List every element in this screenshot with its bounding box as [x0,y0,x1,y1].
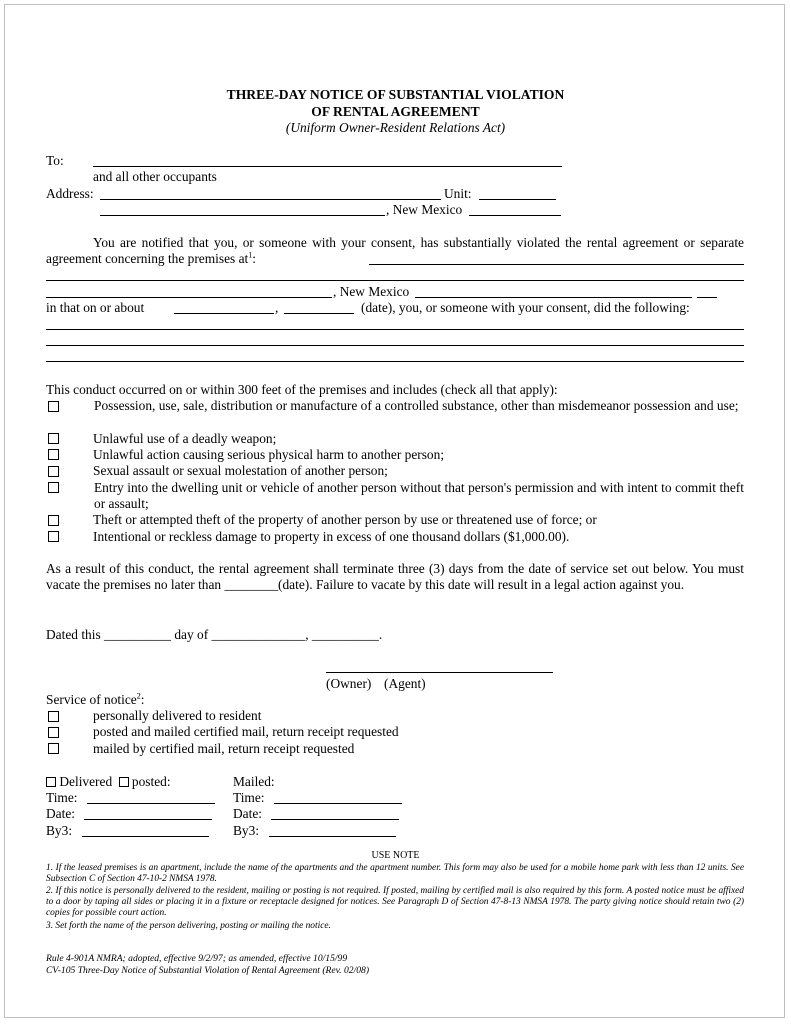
delivered-date-label: Date: [46,806,75,821]
conduct-field-1[interactable] [46,329,744,330]
delivered-by-label: By3: [46,823,73,838]
delivered-by-field[interactable] [82,836,209,837]
dated-line: Dated this __________ day of ______________, __________. [46,627,383,642]
to-label: To: [46,153,64,168]
violation-date-field-2[interactable] [284,313,354,314]
delivered-label: Delivered [59,774,113,789]
signature-line[interactable] [326,672,553,673]
mailed-by-field[interactable] [269,836,396,837]
delivered-date-field[interactable] [84,819,212,820]
conduct-checkbox-6[interactable] [48,515,59,526]
premises-field-1[interactable] [369,264,744,265]
conduct-checkbox-1[interactable] [48,401,59,412]
conduct-item-6: Theft or attempted theft of the property of another person by use or threatened use of force; or [93,512,597,527]
delivered-row [46,774,171,790]
delivered-time-field[interactable] [87,803,215,804]
address-field[interactable] [100,199,441,200]
conduct-checkbox-2[interactable] [48,433,59,444]
owner-label: (Owner) [326,676,372,691]
premises-zip-field[interactable] [697,297,717,298]
use-note-2: 2. If this notice is personally delivered to the resident, mailing or posting is not required. If posted, mailing by certified mail is also required by this form. A posted notice must be affixed to a door by taping all sides or placing it in a fixture or receptacle designed for notices. See Paragraph D of Section 47-8-13 NMSA 1978. The party giving notice should retain two (2) copies for possible court action. [46,886,744,919]
conduct-item-7: Intentional or reckless damage to property in excess of one thousand dollars ($1,000.00). [93,529,570,544]
mailed-date-field[interactable] [271,819,399,820]
address-label: Address: [46,186,94,201]
conduct-item-2: Unlawful use of a deadly weapon; [93,431,277,446]
service-checkbox-3[interactable] [48,743,59,754]
date-text-2: (date), you, or someone with your consent, did the following: [361,300,690,315]
date-text-1: in that on or about [46,300,145,315]
delivered-checkbox[interactable] [46,777,56,787]
conduct-intro: This conduct occurred on or within 300 feet of the premises and includes (check all that apply): [46,382,558,397]
premises-state-label: , New Mexico [333,284,410,299]
mailed-time-field[interactable] [274,803,402,804]
unit-label: Unit: [444,186,472,201]
conduct-item-1: Possession, use, sale, distribution or manufacture of a controlled substance, other than misdemeanor possession and use; [94,398,739,413]
form-subtitle: (Uniform Owner-Resident Relations Act) [285,120,506,135]
conduct-item-3: Unlawful action causing serious physical harm to another person; [93,447,445,462]
mailed-time-label: Time: [233,790,265,805]
unit-field[interactable] [479,199,556,200]
address-state-label: , New Mexico [386,202,463,217]
delivered-time-label: Time: [46,790,78,805]
agent-label: (Agent) [384,676,426,691]
posted-label: posted: [131,774,171,789]
to-name-field[interactable] [93,166,562,167]
conduct-field-3[interactable] [46,361,744,362]
use-note-1: 1. If the leased premises is an apartment, include the name of the apartments and the apartment number. This form may also be used for a mobile home park with less than 12 units. See Subsection C of Section 47-10-2 NMSA 1978. [46,863,744,885]
conduct-checkbox-4[interactable] [48,466,59,477]
mailed-label: Mailed: [233,774,275,789]
occupants-text: and all other occupants [93,169,217,184]
conduct-field-2[interactable] [46,345,744,346]
service-label: Service of notice$^2$: [46,691,145,707]
conduct-checkbox-7[interactable] [48,531,59,542]
form-title-line-1: THREE-DAY NOTICE OF SUBSTANTIAL VIOLATION [226,87,565,102]
zip-field[interactable] [469,215,561,216]
service-option-2: posted and mailed certified mail, return receipt requested [93,724,399,739]
use-note-heading: USE NOTE [371,850,420,861]
violation-date-field-1[interactable] [174,313,274,314]
result-paragraph: As a result of this conduct, the rental agreement shall terminate three (3) days from the date of service set out below. You must vacate the premises no later than ________(date). Failure to vacate by this date will result in a legal action against you. [46,561,744,593]
mailed-date-label: Date: [233,806,262,821]
premises-field-2[interactable] [46,280,744,281]
service-checkbox-2[interactable] [48,727,59,738]
premises-county-field[interactable] [415,297,692,298]
mailed-by-label: By3: [233,823,260,838]
conduct-item-4: Sexual assault or sexual molestation of another person; [93,463,388,478]
premises-city-field[interactable] [46,297,332,298]
form-title-line-2: OF RENTAL AGREEMENT [311,104,480,119]
city-field[interactable] [100,215,385,216]
use-note-3: 3. Set forth the name of the person delivering, posting or mailing the notice. [46,921,331,931]
footer-rule: Rule 4-901A NMRA; adopted, effective 9/2/97; as amended, effective 10/15/99 [46,953,348,964]
conduct-checkbox-3[interactable] [48,449,59,460]
conduct-checkbox-5[interactable] [48,482,59,493]
service-option-3: mailed by certified mail, return receipt requested [93,741,355,756]
service-checkbox-1[interactable] [48,711,59,722]
posted-checkbox[interactable] [119,777,129,787]
footer-form-id: CV-105 Three-Day Notice of Substantial Violation of Rental Agreement (Rev. 02/08) [46,965,370,976]
service-option-1: personally delivered to resident [93,708,262,723]
violation-intro: You are notified that you, or someone with your consent, has substantially violated the rental agreement or separate agreement concerning the premises $at^1$: [46,235,744,267]
conduct-item-5: Entry into the dwelling unit or vehicle of another person without that person's permission and with intent to commit theft or assault; [94,480,744,512]
